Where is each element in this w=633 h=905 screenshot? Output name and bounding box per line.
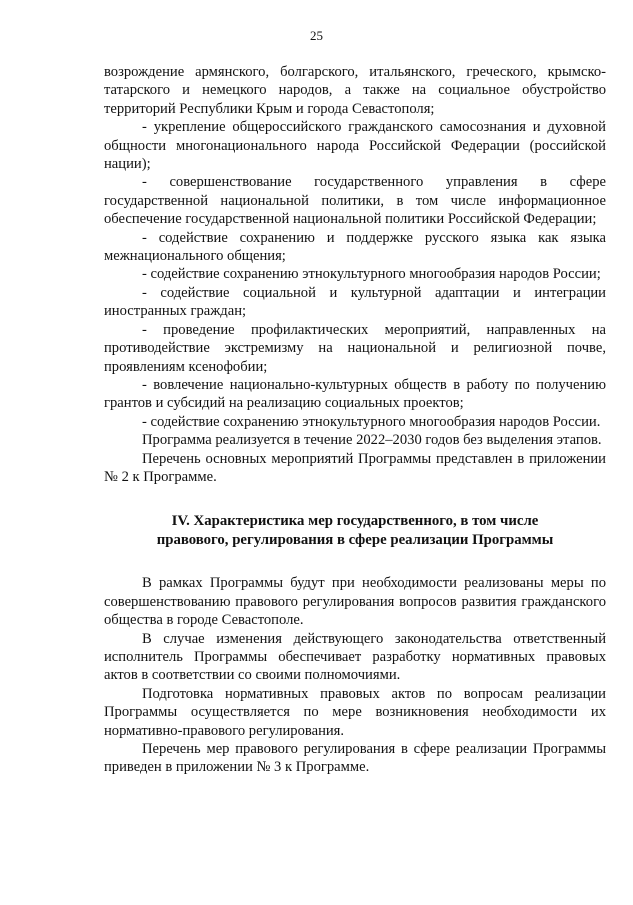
- list-item: - содействие сохранению и поддержке русского языка как языка межнационального общения;: [104, 229, 606, 265]
- paragraph: Подготовка нормативных правовых актов по вопросам реализации Программы осуществляется по мере возникновения необходимости их нормативно-правового регулирования.: [104, 685, 606, 739]
- list-item: - содействие сохранению этнокультурного многообразия народов России;: [142, 266, 601, 283]
- list-item: - укрепление общероссийского гражданского самосознания и духовной общности многонационального народа Российской Федерации (российской нации);: [104, 119, 606, 173]
- section-heading-line: IV. Характеристика мер государственного, в том числе: [171, 513, 539, 530]
- paragraph: возрождение армянского, болгарского, итальянского, греческого, крымско-татарского и немецкого народов, а также на социальное обустройство территорий Республики Крым и города Севастополя;: [104, 64, 606, 117]
- paragraph: Перечень основных мероприятий Программы представлен в приложении № 2 к Программе.: [104, 450, 606, 485]
- list-item: - содействие социальной и культурной адаптации и интеграции иностранных граждан;: [104, 284, 606, 320]
- paragraph: В рамках Программы будут при необходимости реализованы меры по совершенствованию правового регулирования вопросов развития гражданского общества в городе Севастополе.: [104, 575, 606, 629]
- list-item: - совершенствование государственного управления в сфере государственной национальной политики, в том числе информационное обеспечение государственной национальной политики Российской Федерации;: [104, 174, 606, 228]
- paragraph: Перечень мер правового регулирования в сфере реализации Программы приведен в приложении № 3 к Программе.: [104, 741, 606, 776]
- paragraph: В случае изменения действующего законодательства ответственный исполнитель Программы обеспечивает разработку нормативных правовых актов в соответствии со своими полномочиями.: [104, 630, 606, 684]
- section-heading: [104, 512, 606, 550]
- document-body: [104, 63, 606, 777]
- list-item: - вовлечение национально-культурных обществ в работу по получению грантов и субсидий на реализацию социальных проектов;: [104, 376, 606, 412]
- page-number: 25: [310, 28, 323, 43]
- paragraph: Программа реализуется в течение 2022–2030 годов без выделения этапов.: [142, 432, 602, 449]
- list-item: - содействие сохранению этнокультурного многообразия народов России.: [142, 413, 601, 430]
- list-item: - проведение профилактических мероприятий, направленных на противодействие экстремизму на национальной и религиозной почве, проявлениям ксенофобии;: [104, 321, 606, 375]
- section-heading-line: правового, регулирования в сфере реализации Программы: [156, 532, 554, 549]
